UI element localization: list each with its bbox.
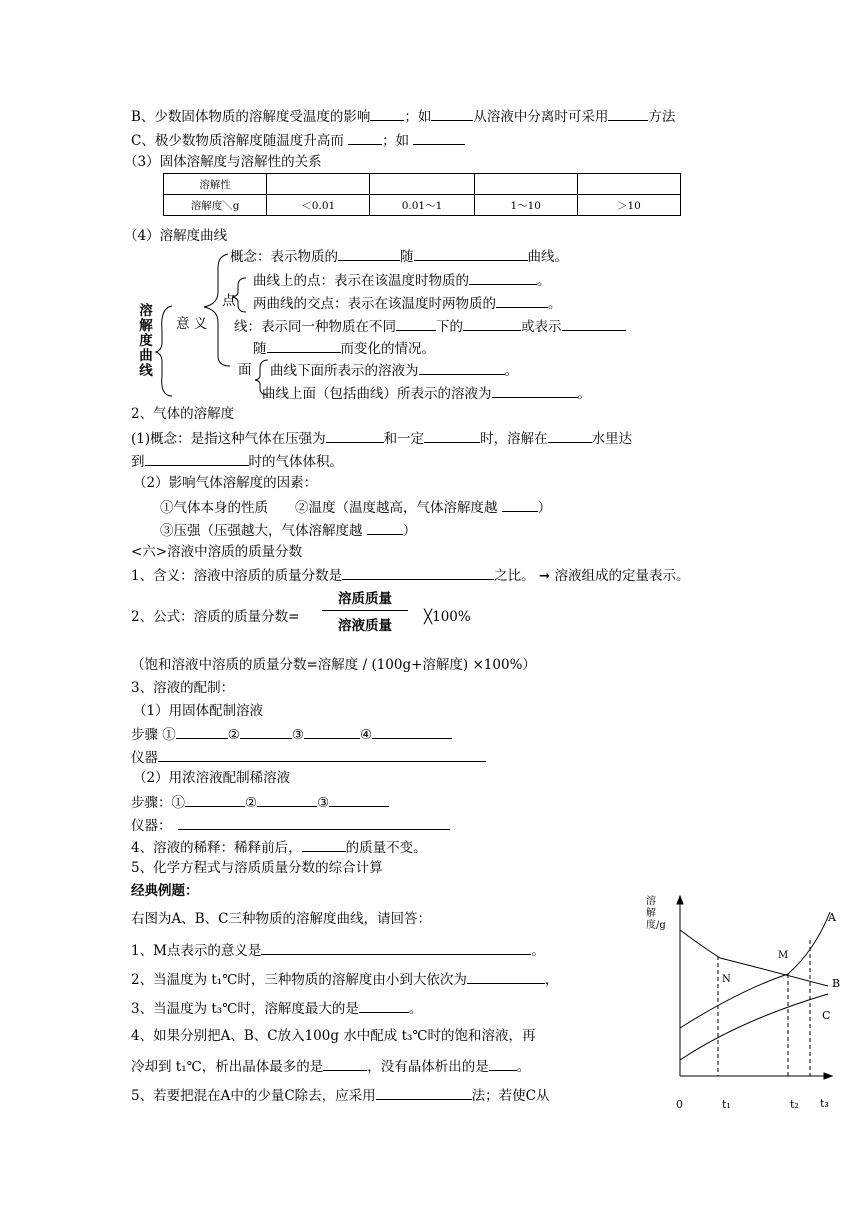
text: 曲线。: [527, 249, 568, 265]
steps-1: [131, 724, 452, 744]
formula-denominator: 溶液质量: [338, 618, 392, 634]
formula-multiplier: ╳100%: [424, 609, 471, 625]
text: ④: [360, 727, 373, 743]
blank[interactable]: [548, 428, 592, 443]
text: 仪器：: [131, 818, 172, 834]
gas-factors-title: （2）影响气体溶解度的因素：: [133, 475, 318, 491]
vertical-title: 溶解度曲线: [139, 303, 153, 379]
instruments-1: [131, 747, 486, 767]
text: B、少数固体物质的溶解度受温度的影响: [131, 109, 371, 125]
text: 水里达: [591, 431, 633, 447]
table-cell: ＞10: [577, 195, 680, 216]
text: 。: [531, 943, 545, 959]
text: 。: [537, 273, 551, 289]
text: 随: [400, 249, 414, 265]
saturated-formula: （饱和溶液中溶质的质量分数=溶解度 / (100g+溶解度) ×100%）: [131, 657, 536, 673]
blank[interactable]: [145, 451, 249, 466]
blank[interactable]: [342, 565, 494, 580]
concept-line: [230, 246, 568, 266]
blank[interactable]: [158, 747, 486, 762]
meaning-brace: [204, 254, 230, 366]
prep-1-title: （1）用固体配制溶液: [133, 703, 264, 719]
text: 曲线下面所表示的溶液为: [270, 363, 419, 379]
text: 1、M点表示的意义是: [131, 943, 262, 959]
question-1: [131, 940, 545, 960]
text: 。: [504, 363, 518, 379]
steps-2: [131, 792, 389, 812]
question-4: 4、如果分别把A、B、C放入100g 水中配成 t₃℃时的饱和溶液，再: [131, 1028, 536, 1044]
x-axis-arrow: [824, 1073, 832, 1079]
blank[interactable]: [562, 316, 626, 331]
text: 时的气体体积。: [248, 454, 343, 470]
text: 。: [548, 296, 562, 312]
table-cell: ＜0.01: [267, 195, 370, 216]
text: ，没有晶体析出的是: [367, 1059, 489, 1075]
prep-title: 3、溶液的配制：: [131, 680, 235, 696]
blank[interactable]: [376, 1085, 472, 1100]
blank[interactable]: [489, 1056, 517, 1071]
blank[interactable]: [414, 246, 528, 261]
table-cell: 溶解度＼g: [164, 195, 267, 216]
text: 下的: [436, 319, 463, 335]
text: ③: [317, 795, 330, 811]
text: 曲线上面（包括曲线）所表示的溶液为: [262, 386, 492, 402]
blank[interactable]: [502, 497, 538, 512]
gas-factors-2: [160, 520, 416, 540]
gas-factors-1: [160, 497, 551, 517]
gas-concept-1: [131, 428, 632, 448]
formula-numerator: 溶质质量: [338, 591, 392, 607]
question-4b: [131, 1056, 530, 1076]
blank[interactable]: [492, 383, 578, 398]
section-3-title: （3）固体溶解度与溶解性的关系: [124, 154, 322, 170]
curve-c: [680, 994, 831, 1060]
point-label: 点: [222, 293, 236, 309]
text: ①气体本身的性质 ②温度（温度越高，气体溶解度越: [160, 500, 502, 516]
face-2-line: [262, 383, 591, 403]
text: 仪器: [131, 750, 158, 766]
text: 线：表示同一种物质在不同: [234, 319, 396, 335]
blank[interactable]: [463, 316, 521, 331]
blank[interactable]: [323, 1056, 367, 1071]
blank[interactable]: [359, 998, 409, 1013]
blank[interactable]: [338, 246, 400, 261]
blank[interactable]: [469, 270, 537, 285]
t3-label: t₃: [820, 1097, 829, 1110]
calc-line: 5、化学方程式与溶质质量分数的综合计算: [131, 860, 383, 876]
text: 概念：表示物质的: [230, 249, 338, 265]
blank[interactable]: [185, 792, 245, 807]
curve-c-label: C: [822, 1009, 831, 1022]
gas-title: 2、气体的溶解度: [131, 406, 235, 422]
blank[interactable]: [367, 520, 403, 535]
y-axis-label: 溶解度/g: [646, 896, 666, 931]
blank[interactable]: [424, 428, 480, 443]
t2-label: t₂: [790, 1098, 799, 1111]
y-axis-arrow: [677, 896, 683, 904]
text: 。: [516, 1059, 531, 1075]
table-cell: 1～10: [474, 195, 577, 216]
question-3: [131, 998, 422, 1018]
blank[interactable]: [261, 940, 531, 955]
blank[interactable]: [302, 837, 346, 852]
blank[interactable]: [178, 815, 450, 830]
section-4-title: （4）溶解度曲线: [124, 228, 228, 244]
text: 随: [253, 341, 267, 357]
text: 之比。 ➞ 溶液组成的定量表示。: [494, 568, 690, 584]
text: ②: [227, 727, 240, 743]
blank[interactable]: [326, 428, 384, 443]
definition-line: [131, 565, 690, 585]
text: 和一定: [383, 431, 425, 447]
text: 5、若要把混在A中的少量C除去，应采用: [131, 1088, 376, 1104]
text: 4、溶液的稀释：稀释前后，: [131, 840, 302, 856]
text: ，: [544, 972, 559, 988]
question-5: [131, 1085, 550, 1105]
table-cell: 0.01～1: [370, 195, 474, 216]
text: 1、含义：溶液中溶质的质量分数是: [131, 568, 343, 584]
curve-a: [680, 912, 830, 1028]
text: ②: [245, 795, 258, 811]
blank[interactable]: [240, 724, 292, 739]
blank[interactable]: [257, 792, 317, 807]
point-m-label: M: [778, 950, 789, 961]
text: 从溶液中分离时可采用: [473, 109, 609, 125]
text: 冷却到 t₁℃，析出晶体最多的是: [131, 1059, 324, 1075]
blank[interactable]: [372, 724, 452, 739]
prep-2-title: （2）用浓溶液配制稀溶液: [133, 770, 291, 786]
t1-label: t₁: [722, 1098, 731, 1111]
text: 两曲线的交点：表示在该温度时两物质的: [253, 296, 496, 312]
point-n-label: N: [722, 974, 731, 985]
text: 曲线上的点：表示在该温度时物质的: [253, 273, 469, 289]
question-intro: 右图为A、B、C三种物质的溶解度曲线，请回答：: [131, 911, 431, 927]
text: ）: [402, 523, 417, 539]
text: 。: [408, 1001, 423, 1017]
text: 步骤：①: [131, 795, 185, 811]
text: ；如: [404, 109, 432, 125]
text: 2、当温度为 t₁℃时，三种物质的溶解度由小到大依次为: [131, 972, 467, 988]
text: 3、当温度为 t₃℃时，溶解度最大的是: [131, 1001, 359, 1017]
text: 法；若使C从: [471, 1088, 550, 1104]
meaning-label: 意 义: [176, 316, 208, 332]
text: 时，溶解在: [480, 431, 548, 447]
blank[interactable]: [176, 724, 228, 739]
text: 或表示: [521, 319, 562, 335]
dilution-line: [131, 837, 427, 857]
text: ③压强（压强越大，气体溶解度越: [160, 523, 367, 539]
instruments-2: [131, 815, 450, 835]
outer-brace: [156, 306, 172, 396]
text: 到: [131, 454, 145, 470]
face-1-line: [270, 360, 518, 380]
section-six-title: <六>溶液中溶质的质量分数: [131, 544, 303, 560]
blank[interactable]: [496, 293, 548, 308]
blank[interactable]: [396, 316, 436, 331]
text: 的质量不变。: [345, 840, 427, 856]
point-1-line: [253, 270, 551, 290]
blank[interactable]: [329, 792, 389, 807]
blank[interactable]: [267, 338, 341, 353]
question-2: [131, 969, 558, 989]
text: C、极少数物质溶解度随温度升高而: [131, 133, 349, 149]
face-label: 面: [238, 362, 252, 378]
text: (1)概念：是指这种气体在压强为: [131, 431, 326, 447]
text: 。: [577, 386, 591, 402]
curve-b: [680, 930, 828, 986]
line-definition-2: [253, 338, 435, 358]
blank[interactable]: [304, 724, 360, 739]
formula-fraction: [322, 588, 408, 635]
curve-b-label: B: [832, 977, 841, 990]
text: 步骤 ①: [131, 727, 176, 743]
origin-label: 0: [676, 1098, 683, 1111]
text: ③: [291, 727, 305, 743]
example-title: 经典例题：: [131, 883, 199, 899]
blank[interactable]: [419, 360, 505, 375]
line-definition: [234, 316, 626, 336]
text: ）: [537, 500, 552, 516]
gas-concept-2: [131, 451, 343, 471]
blank[interactable]: [467, 969, 545, 984]
solubility-graph: [640, 890, 855, 1130]
curve-a-label: A: [828, 911, 836, 924]
text: 方法: [648, 109, 676, 125]
text: ；如: [382, 133, 414, 149]
point-2-line: [253, 293, 562, 313]
text: 而变化的情况。: [340, 341, 435, 357]
formula-label: 2、公式：溶质的质量分数=: [131, 609, 300, 625]
table-cell: 溶解性: [164, 174, 267, 195]
